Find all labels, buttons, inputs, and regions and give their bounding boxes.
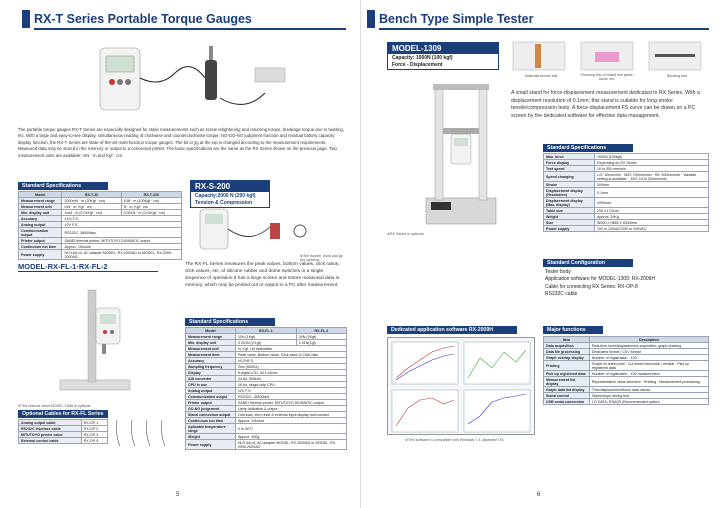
row-value: 0.01N(1gf) [296,340,346,346]
row-value: Number of registration · 100 [589,355,708,361]
rxs-model-box [190,180,270,208]
config-item: RS232C cable [545,290,578,297]
table-row [19,250,182,260]
row-value: Ni-H AA x4, AC adapter MODEL: RX-2000AD or MODEL: RX-2000-2000AD [62,250,182,260]
row-value: N · m, Kgf · cm [121,204,181,210]
opt-cables-title: Optional Cables for RX-FL Series [18,410,108,418]
row-label: Measurement range [186,334,236,340]
row-label: Displacement display (Resolution) [544,188,595,198]
row-value: SANEI thermal printer, MITUTOYO DIGIMATIC output [235,400,346,406]
config-item: Application software for MODEL-1309: RX-2009H [545,276,656,283]
opt-body [19,420,108,444]
right-description: A small stand for force-displacement measurement dedicated to RX Series. With a displacement resolution of 0.1mm, this stand is suitable for long-stroke tensile/compression tests. A force-displacement FS curve can be drawn on a PC screen by the dedicated software for effective data management. [511,90,700,119]
stand-caption: ※RX Series is optional. [387,232,425,236]
rxs-caption: ※The handle, hook and jig are optional. [300,254,343,262]
bench-tester-photo [421,78,501,228]
rxfl-stand-photo [50,280,140,400]
table-row [19,438,108,444]
row-value: mN · m, Kgf · cm [62,204,121,210]
major-header: Item [544,337,590,343]
row-value: RX-OP-1 [81,420,107,426]
row-label: Test speed [544,166,595,172]
row-label: Measurement range [19,198,62,204]
left-title-bar [34,10,346,30]
software-screenshots [387,337,535,435]
row-value: ±2V F.S. [235,388,346,394]
row-value: N, Kgf, Lbf selectable [235,346,346,352]
row-label: Accuracy [186,358,236,364]
thumbnail-images [509,40,709,72]
right-spec-title: Standard Specifications [543,144,633,152]
row-label: Graph data list display [544,387,590,393]
row-label: Weight [186,434,236,440]
row-value: Depending on RX Series [595,160,709,166]
torque-spec-table [18,191,182,260]
row-value: 20N (2Kgf) [296,334,346,340]
row-value: 10 to 300 mm/min [595,166,709,172]
row-label: Power supply [186,440,236,450]
row-label: A/D converter [186,376,236,382]
row-label: USB serial conversion [544,399,590,405]
title-accent-left [22,10,30,28]
row-label: Measurement unit [19,204,62,210]
config-item: Tester body [545,269,571,275]
row-value: 0.001N (0.1gf) [235,340,296,346]
row-label: Graph overlap display [544,355,590,361]
row-label: GO-NG judgement [186,406,236,412]
row-label: Communication output [186,394,236,400]
row-label: CPU in use [186,382,236,388]
tester-spec-table [543,153,709,232]
row-label: Data file processing [544,349,590,355]
right-title-bar [379,10,709,30]
fl-caption: ※The manual stand MODEL-1S88 is optional. [18,404,92,408]
right-page-number: 6 [537,492,541,498]
row-value: ±999mm [595,198,709,208]
spec1-header: Model [19,192,62,198]
row-value: 1000N (100kgf) [595,154,709,160]
row-value: 200 x 170mm [595,208,709,214]
right-page [360,0,720,508]
row-value: RS232C, 38400bps [235,394,346,400]
row-label: Size [544,220,595,226]
row-label: Data acquisition [544,343,590,349]
row-value: 2000mN · m (20Kgf · cm) [62,198,121,204]
row-label: Min. display unit [186,340,236,346]
model-1309-name: MODEL-1309 [388,43,498,54]
spec2-header: RX-FL-2 [296,328,346,334]
row-value: Graph on sheet print · Cut sheet horizontal / vertical · Pick up registered data [589,361,708,371]
row-label: External control cable [19,438,82,444]
row-value: Starts/stops driving test [589,393,708,399]
row-value: RX-OP-2 [81,426,107,432]
row-label: Continuous run time [19,244,62,250]
row-label: Stand control [544,393,590,399]
spec2-body [186,334,347,450]
spec1-body [19,198,182,260]
row-label: Stand connection output [186,412,236,418]
row-label: Power supply [544,226,595,232]
row-value: Approx. 10hours [235,418,346,424]
spec1-header: RX-T-100 [121,192,181,198]
rxs-gauge-photo [190,205,340,253]
spec2-header: RX-FL-1 [235,328,296,334]
row-label: Sampling frequency [186,364,236,370]
left-page-number: 5 [176,492,180,498]
spec2-header: Model [186,328,236,334]
software-graphs [388,338,536,436]
major-header: Description [589,337,708,343]
row-label: Printer output [19,238,62,244]
row-value: SANEI thermal printer, MITUTOYO DIGIMATIC output [62,238,182,244]
software-caption: ※This software is compatible with Windows 7 & Japanese OS. [405,438,505,442]
row-value: Approx. 450g [235,434,346,440]
row-value: Number of registration · 100 measurement [589,371,708,377]
thumb-shearing-label: Shearing test of boiled fish paste, hams, etc. [580,73,634,81]
model-1309-capacity: Capacity: 1000N (100 kgf) [392,55,453,61]
row-value: Approx. 10hours [62,244,182,250]
config-list [545,269,709,298]
row-value: 300mm [595,182,709,188]
test-thumbnails [509,40,709,84]
row-value: 100 to 120VAC/200 to 240VAC [595,226,709,232]
row-value: Peak value, Bottom value, Click value & Click ratio [235,352,346,358]
row-value: ±0.2%F.S. [235,358,346,364]
row-label: Printing [544,361,590,371]
row-value: Overload, zero reset & external input display hold contact [235,412,346,418]
row-label: Speed changing [544,172,595,182]
rspec-body [544,154,709,232]
torque-gauge-photo [70,38,300,123]
row-label: Weight [544,214,595,220]
rxfl-spec-table [185,327,347,450]
row-value: 1mN · m (0.01Kgf · cm) [62,210,121,216]
table-row [186,440,347,450]
table-row [544,361,709,371]
cables-photo [112,418,182,450]
spec1-header: RX-T-20 [62,192,121,198]
right-page-title: Bench Type Simple Tester [379,12,534,26]
row-value: 16-bit, single-chip CPU [235,382,346,388]
left-page-title: RX-T Series Portable Torque Gauges [34,12,252,26]
row-value: 10N (1Kgf) [235,334,296,340]
right-cfg-title: Standard Configuration [543,259,633,267]
left-spec-title: Standard Specifications [18,182,108,190]
row-value: I-O DATA: RSAQ5 (Recommended option) [589,399,708,405]
row-value: 0.001N · m (0.01Kgf · cm) [121,210,181,216]
rxs-model-name: RX-S-200 [191,181,269,192]
row-label: Pick up registered data [544,371,590,377]
row-label: Force display [544,160,595,166]
row-label: Analog output [186,388,236,394]
row-value: W200 x H850 x D330mm [595,220,709,226]
model-1309-type: Force - Displacement [392,62,443,68]
left-spec2-title: Standard Specifications [185,318,275,326]
table-row [544,377,709,387]
config-item: Cable for connecting RX Series: RX-OP-8 [545,283,638,290]
software-title: Dedicated application software RX-2009H [387,326,517,334]
fl-description: The RX-FL Series measures the peak values, bottom values, click ratios, click values, etc. of silicone rubber and dome switches in a single sequence of operation.It has a large screen and stores measured data in memory, which may be printed out or output to a PC after measurement. [185,262,340,288]
row-value: 2ms (500Hz) [235,364,346,370]
row-value: 8-digits LCD, 44 x 44mm [235,370,346,376]
row-label: Accuracy [19,216,62,222]
row-value: ±2V F.S. [62,222,182,228]
row-value: 0.1mm [595,188,709,198]
row-value: 10N · m (100Kgf · cm) [121,198,181,204]
table-row [544,172,709,182]
table-row [186,424,347,434]
row-label: Min. display unit [19,210,62,216]
row-label: Measurement list display [544,377,590,387]
table-row [544,188,709,198]
left-intro: The portable torque gauges RX-T Series are especially designed for static measurements such as screw retightening and returning torque, breakage torque due to twisting, etc. With a large and easy-to-see display, simultaneous reading of clockwise and counterclockwise torque, NO-GO-NO judgment function and residual battery capacity display function, the RX-T Series are state-of-the-art multi-function torque gauges. The bit or jig at the top is changed according to the measurement requirements. Measured data may be stored in the memory or output to a connected printer. The basic specifications are the same as the RX Series shown on the previous page. Two measurement units are available: mN · m and Kgf · cm. [18,127,344,158]
row-value: 24-bit, 500kHz [235,376,346,382]
table-row [19,228,182,238]
table-row [544,198,709,208]
row-label: Analog output [19,222,62,228]
row-label: Communication output [19,228,62,238]
row-value: L/V: 10mm/min · M/D: 100mm/min · H/I: 200mm/min · Variable setting is available. · M/V: 10 to 300mm/min [595,172,709,182]
row-value: Approx. 29Kg [595,214,709,220]
row-label: Stroke [544,182,595,188]
row-value: Representative value selection · Printing · Measurement processing [589,377,708,387]
row-value: Time/displacement/force data values [589,387,708,393]
opt-cables-table [18,419,108,444]
row-label: MITUTOYO printer cable [19,432,82,438]
rxs-sub2: Tension & Compression [195,200,253,206]
model-1309-box [387,42,499,70]
row-label: Analog output cable [19,420,82,426]
major-functions-table [543,336,709,405]
thumb-tensile-label: Materials tensile test [524,74,558,78]
row-value: RX-OP-3 [81,432,107,438]
rxs-sub1: Capacity:2000 N (200 kgf) [195,193,256,199]
row-label: Aplicable temperature range [186,424,236,434]
row-value: Ni-H AA x4, AC adapter MODEL: RX-2000AD or MODEL: RX-2000-2000AD [235,440,346,450]
row-label: Power supply [19,250,62,260]
row-label: Max. force [544,154,595,160]
row-value: 0 to 40°C [235,424,346,434]
table-row [544,399,709,405]
row-value: Dedicated format / CSV format [589,349,708,355]
row-value: RX-OP-5 [81,438,107,444]
row-value: Real-time force/displacement acquisition, graph drawing [589,343,708,349]
thumb-bending-label: Bending test [667,74,687,78]
table-row [544,226,709,232]
row-label: Display [186,370,236,376]
row-label: RS232C interface cable [19,426,82,432]
row-label: Printer output [186,400,236,406]
row-label: Displacement display (Max. display) [544,198,595,208]
row-label: Measurement item [186,352,236,358]
row-label: Measurement unit [186,346,236,352]
row-value: RS232C, 38400bps [62,228,182,238]
major-body [544,343,709,405]
row-label: Continuous run time [186,418,236,424]
title-accent-right [367,10,375,28]
row-value: ±1% F.S. [62,216,182,222]
fl-title: MODEL-RX-FL-1·RX-FL-2 [18,262,158,272]
row-value: Lamp indication & output [235,406,346,412]
major-functions-title: Major functions [543,326,603,334]
row-label: Table size [544,208,595,214]
